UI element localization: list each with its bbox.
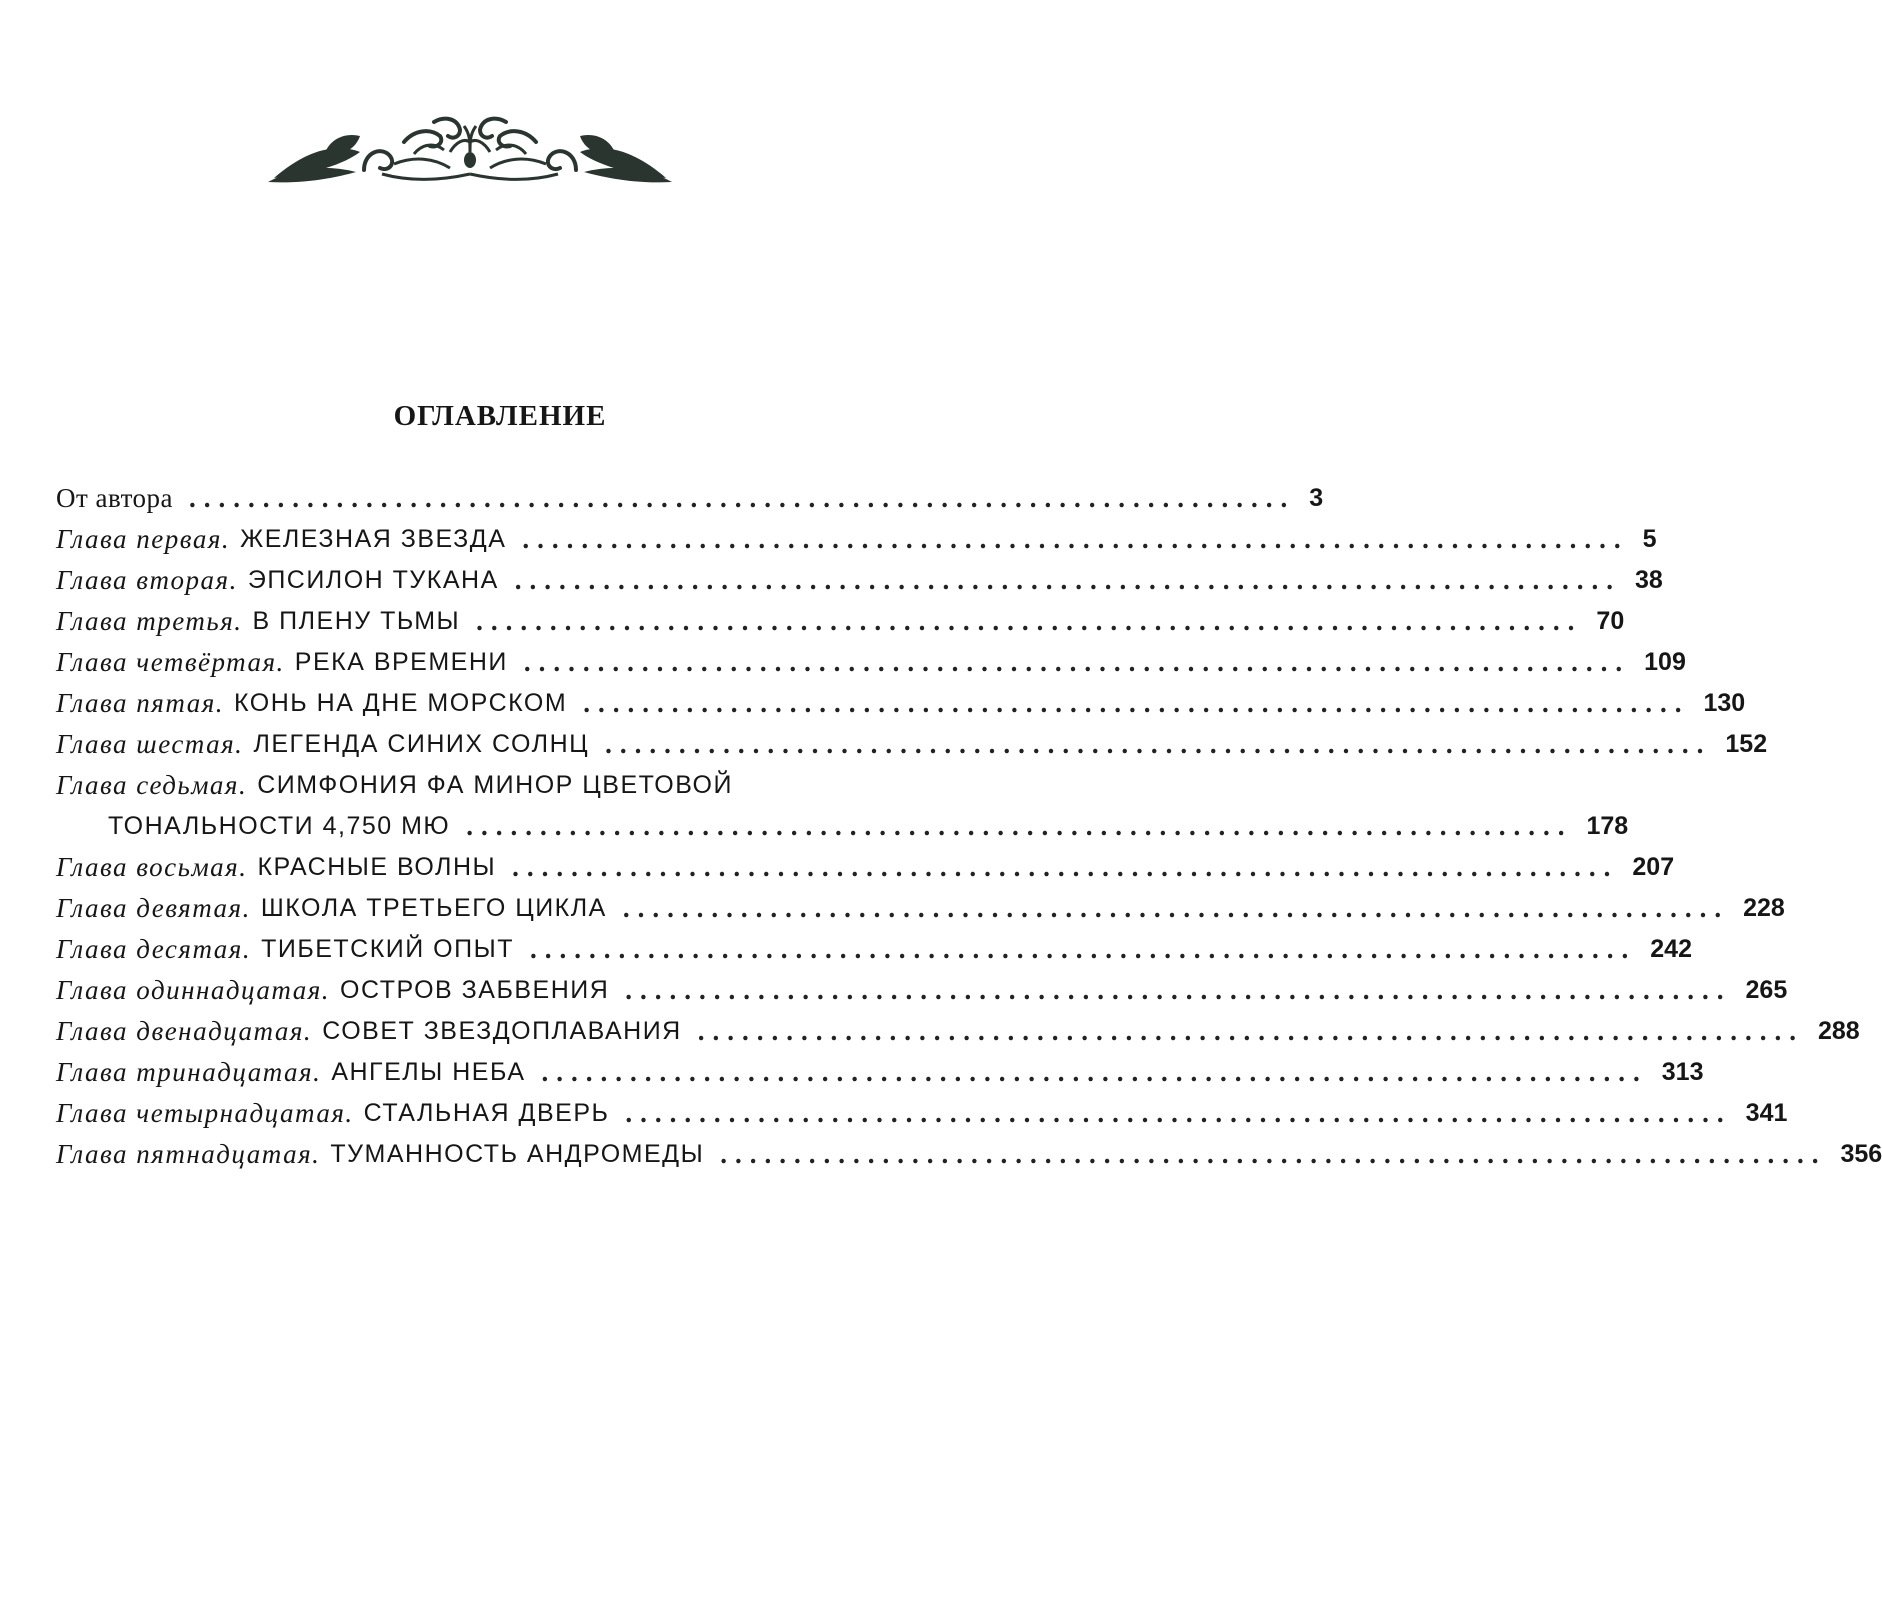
toc-entry-chapter-label: Глава пятнадцатая. xyxy=(56,1139,321,1169)
toc-entry-chapter-9[interactable] xyxy=(56,888,1785,929)
dot-leader: ........................................................................... xyxy=(541,1057,1648,1087)
toc-entry-chapter-label: Глава шестая. xyxy=(56,729,244,759)
toc-entry-page: 70 xyxy=(1596,607,1625,635)
toc-entry-chapter-label: Глава седьмая. xyxy=(56,770,248,800)
toc-entry-page: 3 xyxy=(1309,484,1324,512)
dot-leader: ........................................................................... xyxy=(622,893,1730,923)
toc-entry-page: 242 xyxy=(1650,935,1692,963)
toc-entry-page: 207 xyxy=(1632,853,1675,881)
toc-entry-chapter-label: Глава пятая. xyxy=(56,688,224,718)
toc-entry-chapter-5[interactable] xyxy=(56,683,1746,724)
toc-entry-foreword[interactable] xyxy=(56,478,1324,519)
toc-entry-page: 38 xyxy=(1635,566,1663,594)
toc-entry-page: 288 xyxy=(1817,1017,1860,1045)
toc-entry-chapter-15[interactable] xyxy=(56,1134,1882,1175)
toc-entry-chapter-8[interactable] xyxy=(56,847,1675,888)
page-title: ОГЛАВЛЕНИЕ xyxy=(393,400,607,432)
toc-entry-chapter-2[interactable] xyxy=(56,560,1663,601)
toc-entry-title: СТАЛЬНАЯ ДВЕРЬ xyxy=(363,1099,610,1127)
dot-leader: ........................................................................... xyxy=(720,1139,1827,1169)
toc-entry-page: 356 xyxy=(1840,1140,1882,1168)
dot-leader: ........................................................................... xyxy=(625,1098,1732,1128)
toc-entry-page: 130 xyxy=(1703,689,1746,717)
toc-entry-title: ШКОЛА ТРЕТЬЕГО ЦИКЛА xyxy=(260,894,607,922)
dot-leader: ........................................................................... xyxy=(605,729,1712,759)
toc-entry-chapter-3[interactable] xyxy=(56,601,1625,642)
dot-leader: ........................................................................... xyxy=(625,975,1732,1005)
toc-entry-chapter-label: Глава тринадцатая. xyxy=(56,1057,322,1087)
toc-entry-title: СИМФОНИЯ ФА МИНОР ЦВЕТОВОЙ xyxy=(257,771,733,799)
dot-leader: ........................................................................... xyxy=(697,1016,1804,1046)
toc-entry-chapter-label: Глава десятая. xyxy=(56,934,252,964)
toc-entry-title: АНГЕЛЫ НЕБА xyxy=(331,1058,526,1086)
toc-entry-title: В ПЛЕНУ ТЬМЫ xyxy=(252,607,461,635)
toc-entry-chapter-label: Глава одиннадцатая. xyxy=(56,975,331,1005)
toc-entry-page: 265 xyxy=(1745,976,1788,1004)
toc-entry-chapter-14[interactable] xyxy=(56,1093,1788,1134)
dot-leader: ........................................................................... xyxy=(523,647,1631,677)
toc-entry-chapter-7-continued[interactable] xyxy=(56,806,1629,847)
toc-entry-page: 228 xyxy=(1743,894,1785,922)
toc-entry-title: КРАСНЫЕ ВОЛНЫ xyxy=(257,853,497,881)
toc-entry-chapter-11[interactable] xyxy=(56,970,1788,1011)
toc-entry-title: ЛЕГЕНДА СИНИХ СОЛНЦ xyxy=(253,730,590,758)
toc-entry-chapter-label: Глава третья. xyxy=(56,606,243,636)
toc-entry-page: 152 xyxy=(1725,730,1768,758)
dot-leader: ........................................................................... xyxy=(514,565,1622,595)
dot-leader: ........................................................................... xyxy=(189,483,1296,513)
toc-entry-chapter-10[interactable] xyxy=(56,929,1692,970)
toc-entry-chapter-12[interactable] xyxy=(56,1011,1860,1052)
toc-entry-chapter-label: Глава четырнадцатая. xyxy=(56,1098,354,1128)
toc-entry-chapter-7[interactable] xyxy=(56,765,878,806)
toc-entry-page: 313 xyxy=(1661,1058,1704,1086)
toc-entry-chapter-4[interactable] xyxy=(56,642,1686,683)
toc-entry-chapter-label: Глава первая. xyxy=(56,524,231,554)
dot-leader: ........................................................................... xyxy=(466,811,1573,841)
toc-entry-chapter-13[interactable] xyxy=(56,1052,1704,1093)
floral-vignette-icon xyxy=(264,112,676,192)
toc-entry-title: СОВЕТ ЗВЕЗДОПЛАВАНИЯ xyxy=(322,1017,682,1045)
dot-leader: ........................................................................... xyxy=(522,524,1629,554)
table-of-contents xyxy=(56,478,1882,1175)
toc-entry-title: ОСТРОВ ЗАБВЕНИЯ xyxy=(340,976,610,1004)
toc-entry-title: КОНЬ НА ДНЕ МОРСКОМ xyxy=(234,689,568,717)
toc-entry-chapter-1[interactable] xyxy=(56,519,1657,560)
dot-leader: ........................................................................... xyxy=(583,688,1690,718)
toc-entry-page: 109 xyxy=(1644,648,1686,676)
toc-entry-title: РЕКА ВРЕМЕНИ xyxy=(294,648,508,676)
toc-entry-chapter-label: Глава двенадцатая. xyxy=(56,1016,313,1046)
toc-entry-title: ЖЕЛЕЗНАЯ ЗВЕЗДА xyxy=(240,525,507,553)
toc-entry-chapter-label: Глава восьмая. xyxy=(56,852,248,882)
dot-leader: ........................................................................... xyxy=(530,934,1637,964)
toc-entry-title-continued: ТОНАЛЬНОСТИ 4,750 МЮ xyxy=(108,812,451,840)
toc-entry-title: От автора xyxy=(56,483,174,513)
dot-leader: ........................................................................... xyxy=(512,852,1619,882)
toc-entry-page: 341 xyxy=(1745,1099,1788,1127)
toc-entry-title: ТИБЕТСКИЙ ОПЫТ xyxy=(261,935,515,963)
toc-entry-chapter-label: Глава вторая. xyxy=(56,565,238,595)
toc-entry-chapter-label: Глава четвёртая. xyxy=(56,647,285,677)
toc-entry-page: 178 xyxy=(1586,812,1629,840)
toc-entry-chapter-6[interactable] xyxy=(56,724,1768,765)
toc-entry-title: ЭПСИЛОН ТУКАНА xyxy=(247,566,499,594)
toc-entry-chapter-label: Глава девятая. xyxy=(56,893,251,923)
dot-leader: ........................................................................... xyxy=(476,606,1583,636)
toc-entry-page: 5 xyxy=(1642,525,1657,553)
toc-entry-title: ТУМАННОСТЬ АНДРОМЕДЫ xyxy=(330,1140,705,1168)
